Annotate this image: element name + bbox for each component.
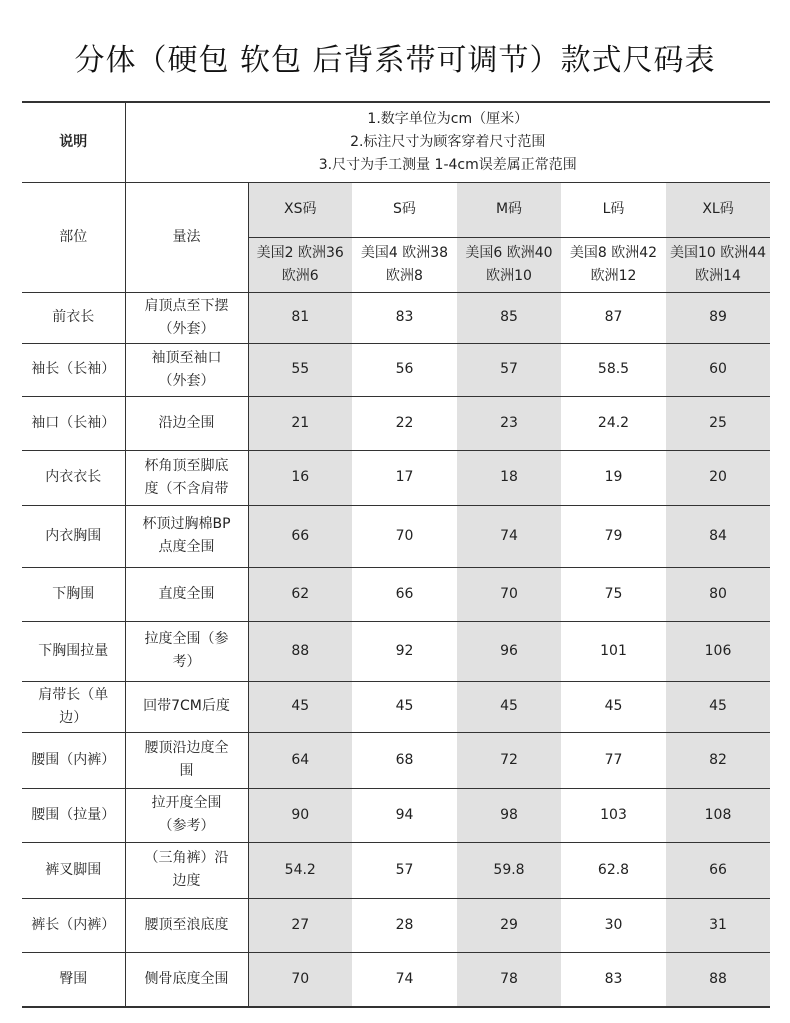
table-row bbox=[22, 621, 770, 681]
value-cell: 68 bbox=[352, 732, 457, 788]
part-cell bbox=[22, 567, 125, 621]
method-text: 边度 bbox=[172, 873, 201, 889]
part-cell bbox=[22, 898, 125, 952]
region-line: 美国2 欧洲36 bbox=[256, 244, 344, 261]
value-cell: 83 bbox=[561, 952, 666, 1007]
method-cell bbox=[125, 952, 248, 1007]
size-xs-region bbox=[248, 237, 352, 292]
part-cell bbox=[22, 621, 125, 681]
value-cell: 58.5 bbox=[561, 343, 666, 396]
table-row bbox=[22, 732, 770, 788]
value-cell: 70 bbox=[457, 567, 561, 621]
value-cell: 92 bbox=[352, 621, 457, 681]
value-cell: 54.2 bbox=[248, 842, 352, 898]
method-text: 拉度全围（参 bbox=[144, 631, 229, 647]
size-l-region bbox=[561, 237, 666, 292]
value-cell: 78 bbox=[457, 952, 561, 1007]
value-cell: 64 bbox=[248, 732, 352, 788]
value-cell: 24.2 bbox=[561, 396, 666, 450]
value-cell: 56 bbox=[352, 343, 457, 396]
table-row bbox=[22, 898, 770, 952]
method-cell bbox=[125, 567, 248, 621]
value-cell: 31 bbox=[666, 898, 770, 952]
value-cell: 84 bbox=[666, 505, 770, 567]
value-cell: 106 bbox=[666, 621, 770, 681]
value-cell: 108 bbox=[666, 788, 770, 842]
table-row bbox=[22, 396, 770, 450]
size-xl-region bbox=[666, 237, 770, 292]
method-cell bbox=[125, 343, 248, 396]
table-row bbox=[22, 681, 770, 732]
value-cell: 62 bbox=[248, 567, 352, 621]
value-cell: 77 bbox=[561, 732, 666, 788]
method-text: 侧骨底度全围 bbox=[144, 970, 229, 987]
method-text: 度（不含肩带 bbox=[144, 480, 229, 497]
method-text: 考） bbox=[172, 654, 201, 670]
value-cell: 81 bbox=[248, 292, 352, 343]
table-row bbox=[22, 450, 770, 505]
part-text: 下胸围拉量 bbox=[38, 642, 109, 659]
part-cell bbox=[22, 681, 125, 732]
part-text: 腰围（拉量） bbox=[31, 806, 116, 823]
value-cell: 16 bbox=[248, 450, 352, 505]
part-cell bbox=[22, 343, 125, 396]
size-l-header: L码 bbox=[561, 182, 666, 237]
method-text: 杯顶过胸棉BP bbox=[142, 516, 231, 532]
size-header-row bbox=[22, 182, 770, 237]
value-cell: 45 bbox=[666, 681, 770, 732]
region-line: 欧洲10 bbox=[486, 267, 532, 284]
table-row bbox=[22, 292, 770, 343]
method-cell bbox=[125, 681, 248, 732]
value-cell: 29 bbox=[457, 898, 561, 952]
part-text: 下胸围 bbox=[52, 585, 95, 602]
note-line: 1.数字单位为cm（厘米） bbox=[367, 110, 529, 127]
value-cell: 88 bbox=[666, 952, 770, 1007]
part-header: 部位 bbox=[22, 182, 125, 292]
table-row bbox=[22, 505, 770, 567]
note-line: 2.标注尺寸为顾客穿着尺寸范围 bbox=[350, 133, 546, 150]
part-text: 前衣长 bbox=[52, 309, 95, 325]
method-text: （外套） bbox=[158, 320, 215, 337]
value-cell: 45 bbox=[248, 681, 352, 732]
value-cell: 101 bbox=[561, 621, 666, 681]
value-cell: 75 bbox=[561, 567, 666, 621]
value-cell: 57 bbox=[352, 842, 457, 898]
method-text: 沿边全围 bbox=[158, 414, 215, 431]
region-line: 美国6 欧洲40 bbox=[465, 244, 553, 261]
method-cell bbox=[125, 788, 248, 842]
method-text: 袖顶至袖口 bbox=[151, 349, 222, 366]
region-line: 欧洲12 bbox=[590, 267, 637, 284]
value-cell: 103 bbox=[561, 788, 666, 842]
value-cell: 21 bbox=[248, 396, 352, 450]
region-line: 美国10 欧洲44 bbox=[669, 244, 767, 261]
table-row bbox=[22, 842, 770, 898]
value-cell: 66 bbox=[352, 567, 457, 621]
part-text: 裤叉脚围 bbox=[45, 861, 102, 878]
value-cell: 66 bbox=[248, 505, 352, 567]
value-cell: 45 bbox=[457, 681, 561, 732]
value-cell: 30 bbox=[561, 898, 666, 952]
value-cell: 83 bbox=[352, 292, 457, 343]
value-cell: 55 bbox=[248, 343, 352, 396]
value-cell: 70 bbox=[352, 505, 457, 567]
value-cell: 96 bbox=[457, 621, 561, 681]
region-line: 欧洲6 bbox=[281, 267, 319, 284]
value-cell: 45 bbox=[561, 681, 666, 732]
part-cell bbox=[22, 450, 125, 505]
value-cell: 98 bbox=[457, 788, 561, 842]
value-cell: 20 bbox=[666, 450, 770, 505]
notes-row bbox=[22, 102, 770, 182]
value-cell: 27 bbox=[248, 898, 352, 952]
part-text: 内衣衣长 bbox=[45, 469, 102, 485]
value-cell: 72 bbox=[457, 732, 561, 788]
value-cell: 57 bbox=[457, 343, 561, 396]
page-title: 分体（硬包 软包 后背系带可调节）款式尺码表 bbox=[74, 43, 716, 78]
method-cell bbox=[125, 732, 248, 788]
value-cell: 87 bbox=[561, 292, 666, 343]
part-cell bbox=[22, 292, 125, 343]
part-cell bbox=[22, 842, 125, 898]
part-text: 袖长（长袖） bbox=[31, 361, 116, 377]
part-text: 内衣胸围 bbox=[45, 527, 102, 544]
value-cell: 89 bbox=[666, 292, 770, 343]
value-cell: 60 bbox=[666, 343, 770, 396]
value-cell: 28 bbox=[352, 898, 457, 952]
part-cell bbox=[22, 505, 125, 567]
part-cell bbox=[22, 788, 125, 842]
value-cell: 25 bbox=[666, 396, 770, 450]
note-line: 3.尺寸为手工测量 1-4cm误差属正常范围 bbox=[318, 156, 577, 173]
region-line: 欧洲8 bbox=[386, 267, 423, 284]
method-cell bbox=[125, 621, 248, 681]
method-cell bbox=[125, 842, 248, 898]
method-text: 回带7CM后度 bbox=[143, 698, 230, 714]
region-line: 欧洲14 bbox=[695, 267, 741, 284]
value-cell: 85 bbox=[457, 292, 561, 343]
region-line: 美国8 欧洲42 bbox=[569, 244, 658, 261]
notes-text bbox=[125, 102, 770, 182]
value-cell: 19 bbox=[561, 450, 666, 505]
table-row bbox=[22, 343, 770, 396]
part-text: 袖口（长袖） bbox=[31, 414, 116, 431]
table-row bbox=[22, 567, 770, 621]
method-text: （参考） bbox=[158, 818, 215, 834]
value-cell: 66 bbox=[666, 842, 770, 898]
value-cell: 79 bbox=[561, 505, 666, 567]
part-cell bbox=[22, 952, 125, 1007]
value-cell: 22 bbox=[352, 396, 457, 450]
part-text: 臀围 bbox=[59, 970, 88, 987]
size-s-header: S码 bbox=[352, 182, 457, 237]
value-cell: 94 bbox=[352, 788, 457, 842]
value-cell: 62.8 bbox=[561, 842, 666, 898]
value-cell: 18 bbox=[457, 450, 561, 505]
method-text: 肩顶点至下摆 bbox=[144, 297, 229, 314]
method-text: （外套） bbox=[158, 372, 215, 389]
method-text: 腰顶至浪底度 bbox=[144, 916, 229, 933]
table-row bbox=[22, 788, 770, 842]
table-row bbox=[22, 952, 770, 1007]
value-cell: 45 bbox=[352, 681, 457, 732]
size-xs-header: XS码 bbox=[248, 182, 352, 237]
value-cell: 74 bbox=[352, 952, 457, 1007]
method-cell bbox=[125, 396, 248, 450]
part-cell bbox=[22, 396, 125, 450]
size-m-header: M码 bbox=[457, 182, 561, 237]
method-cell bbox=[125, 898, 248, 952]
value-cell: 70 bbox=[248, 952, 352, 1007]
size-chart-table bbox=[22, 101, 770, 1008]
value-cell: 90 bbox=[248, 788, 352, 842]
part-text: 裤长（内裤） bbox=[31, 916, 116, 933]
value-cell: 59.8 bbox=[457, 842, 561, 898]
value-cell: 74 bbox=[457, 505, 561, 567]
method-cell bbox=[125, 292, 248, 343]
method-text: 点度全围 bbox=[158, 539, 215, 555]
method-text: 直度全围 bbox=[158, 585, 215, 602]
part-text: 腰围（内裤） bbox=[31, 751, 116, 768]
method-text: 腰顶沿边度全 bbox=[144, 740, 229, 756]
size-s-region bbox=[352, 237, 457, 292]
size-xl-header: XL码 bbox=[666, 182, 770, 237]
value-cell: 23 bbox=[457, 396, 561, 450]
value-cell: 82 bbox=[666, 732, 770, 788]
size-m-region bbox=[457, 237, 561, 292]
method-text: 围 bbox=[179, 763, 194, 779]
value-cell: 80 bbox=[666, 567, 770, 621]
method-header: 量法 bbox=[125, 182, 248, 292]
value-cell: 88 bbox=[248, 621, 352, 681]
part-text: 边） bbox=[59, 709, 88, 726]
method-text: 杯角顶至脚底 bbox=[144, 457, 229, 474]
region-line: 美国4 欧洲38 bbox=[360, 244, 449, 261]
method-text: 拉开度全围 bbox=[151, 795, 222, 811]
part-cell bbox=[22, 732, 125, 788]
notes-label: 说明 bbox=[22, 102, 125, 182]
method-cell bbox=[125, 505, 248, 567]
value-cell: 17 bbox=[352, 450, 457, 505]
part-text: 肩带长（单 bbox=[38, 686, 109, 703]
method-text: （三角裤）沿 bbox=[144, 850, 229, 866]
method-cell bbox=[125, 450, 248, 505]
